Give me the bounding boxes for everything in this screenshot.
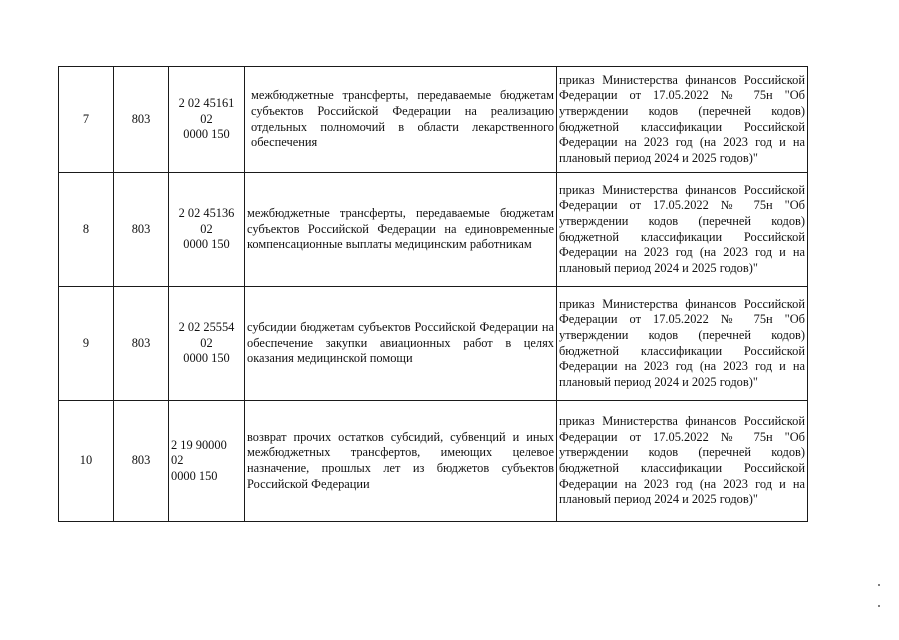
budget-code-part2: 0000 150 bbox=[183, 237, 230, 252]
table-row bbox=[59, 287, 808, 401]
scan-speck bbox=[878, 605, 880, 607]
revenue-description: межбюджетные трансферты, передаваемые бюджетам субъектов Российской Федерации на единовременные компенсационные выплаты медицинским работникам bbox=[245, 173, 557, 287]
scan-speck bbox=[878, 584, 880, 586]
budget-code bbox=[169, 287, 245, 401]
budget-code bbox=[169, 173, 245, 287]
legal-basis: приказ Министерства финансов Российской Федерации от 17.05.2022 № 75н "Об утверждении кодов (перечней кодов) бюджетной классификации Российской Федерации на 2023 год (на 2023 год и на плановый период 2024 и 2025 годов)" bbox=[557, 67, 808, 173]
administrator-code: 803 bbox=[114, 67, 169, 173]
row-number: 8 bbox=[59, 173, 114, 287]
budget-code-part1: 2 19 90000 02 bbox=[171, 437, 227, 468]
legal-basis: приказ Министерства финансов Российской Федерации от 17.05.2022 № 75н "Об утверждении кодов (перечней кодов) бюджетной классификации Российской Федерации на 2023 год (на 2023 год и на плановый период 2024 и 2025 годов)" bbox=[557, 173, 808, 287]
row-number: 7 bbox=[59, 67, 114, 173]
legal-basis: приказ Министерства финансов Российской Федерации от 17.05.2022 № 75н "Об утверждении кодов (перечней кодов) бюджетной классификации Российской Федерации на 2023 год (на 2023 год и на плановый период 2024 и 2025 годов)" bbox=[557, 287, 808, 401]
budget-code-part1: 2 02 45136 02 bbox=[178, 206, 235, 236]
table-row bbox=[59, 67, 808, 173]
budget-code-part2: 0000 150 bbox=[183, 351, 230, 366]
budget-code bbox=[169, 401, 245, 522]
administrator-code: 803 bbox=[114, 173, 169, 287]
row-number: 9 bbox=[59, 287, 114, 401]
budget-code-part2: 0000 150 bbox=[183, 127, 230, 142]
legal-basis: приказ Министерства финансов Российской Федерации от 17.05.2022 № 75н "Об утверждении кодов (перечней кодов) бюджетной классификации Российской Федерации на 2023 год (на 2023 год и на плановый период 2024 и 2025 годов)" bbox=[557, 401, 808, 522]
row-number: 10 bbox=[59, 401, 114, 522]
administrator-code: 803 bbox=[114, 287, 169, 401]
budget-code-part2: 0000 150 bbox=[171, 468, 218, 483]
revenue-description: возврат прочих остатков субсидий, субвенций и иных межбюджетных трансфертов, имеющих целевое назначение, прошлых лет из бюджетов субъектов Российской Федерации bbox=[245, 401, 557, 522]
administrator-code: 803 bbox=[114, 401, 169, 522]
revenue-description: субсидии бюджетам субъектов Российской Федерации на обеспечение закупки авиационных работ в целях оказания медицинской помощи bbox=[245, 287, 557, 401]
budget-code bbox=[169, 67, 245, 173]
table-row bbox=[59, 173, 808, 287]
table-row bbox=[59, 401, 808, 522]
budget-code-part1: 2 02 45161 02 bbox=[178, 96, 235, 126]
budget-code-part1: 2 02 25554 02 bbox=[178, 320, 235, 350]
revenue-description: межбюджетные трансферты, передаваемые бюджетам субъектов Российской Федерации на реализацию отдельных полномочий в области лекарственного обеспечения bbox=[245, 67, 557, 173]
budget-codes-table bbox=[58, 66, 808, 522]
